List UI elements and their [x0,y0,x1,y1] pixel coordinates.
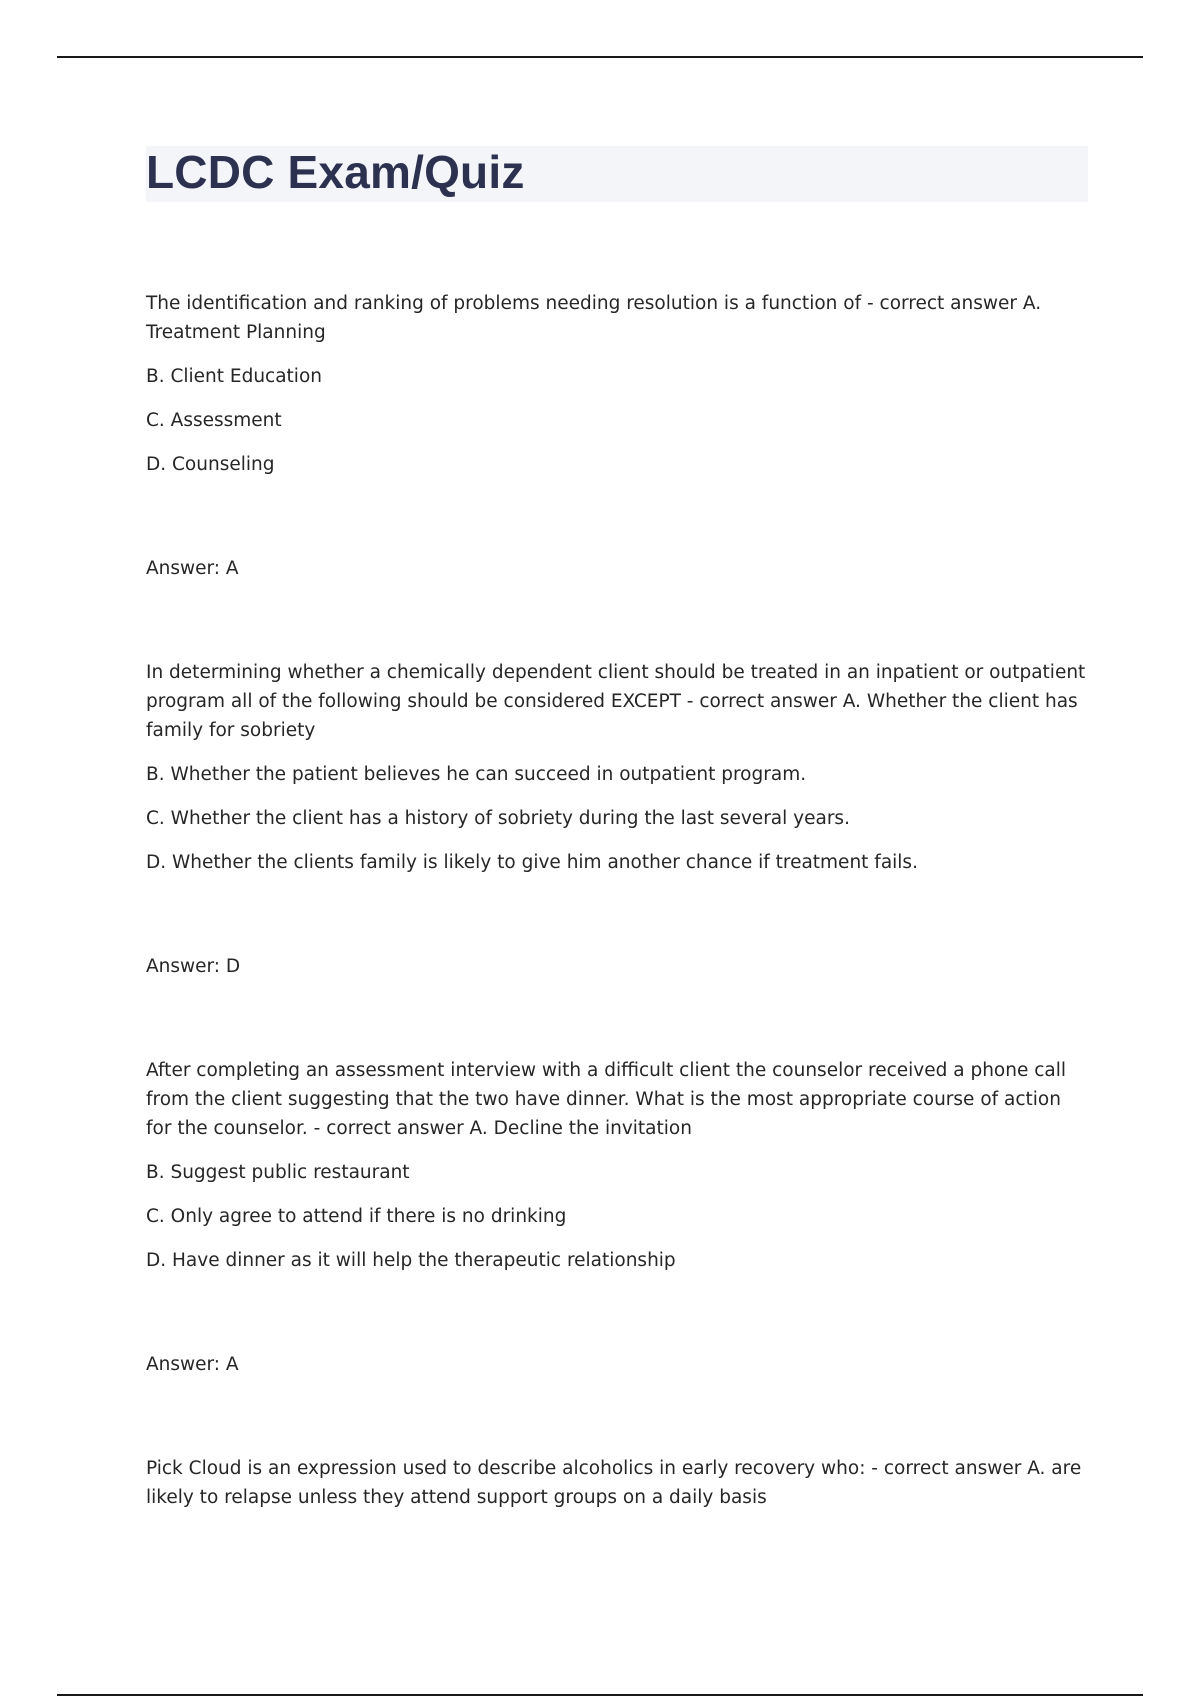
question-block-4 [146,1454,1086,1512]
option-c: C. Assessment [146,410,282,431]
document-body [146,289,1086,1527]
option-c: C. Only agree to attend if there is no drinking [146,1206,567,1227]
question-text: Pick Cloud is an expression used to describe alcoholics in early recovery who: - correct answer A. are likely to relapse unless they attend support groups on a daily basis [146,1458,1082,1508]
answer-text: Answer: A [146,1354,239,1375]
option-b: B. Suggest public restaurant [146,1162,410,1183]
question-text: The identification and ranking of problems needing resolution is a function of - correct answer A. Treatment Planning [146,293,1042,343]
question-block-3 [146,1056,1086,1379]
question-text: In determining whether a chemically dependent client should be treated in an inpatient or outpatient program all of the following should be considered EXCEPT - correct answer A. Whether the client has family for sobriety [146,662,1086,741]
top-rule [57,56,1143,58]
answer-text: Answer: D [146,956,241,977]
option-c: C. Whether the client has a history of sobriety during the last several years. [146,808,850,829]
document-title: LCDC Exam/Quiz [146,146,525,198]
bottom-rule [57,1694,1143,1696]
answer-text: Answer: A [146,558,239,579]
question-text: After completing an assessment interview with a difficult client the counselor received a phone call from the client suggesting that the two have dinner. What is the most appropriate course of action for the counselor. - correct answer A. Decline the invitation [146,1060,1067,1139]
question-block-1 [146,289,1086,583]
question-block-2 [146,658,1086,981]
option-b: B. Client Education [146,366,322,387]
option-d: D. Counseling [146,454,275,475]
option-d: D. Have dinner as it will help the therapeutic relationship [146,1250,676,1271]
option-d: D. Whether the clients family is likely to give him another chance if treatment fails. [146,852,918,873]
option-b: B. Whether the patient believes he can succeed in outpatient program. [146,764,807,785]
